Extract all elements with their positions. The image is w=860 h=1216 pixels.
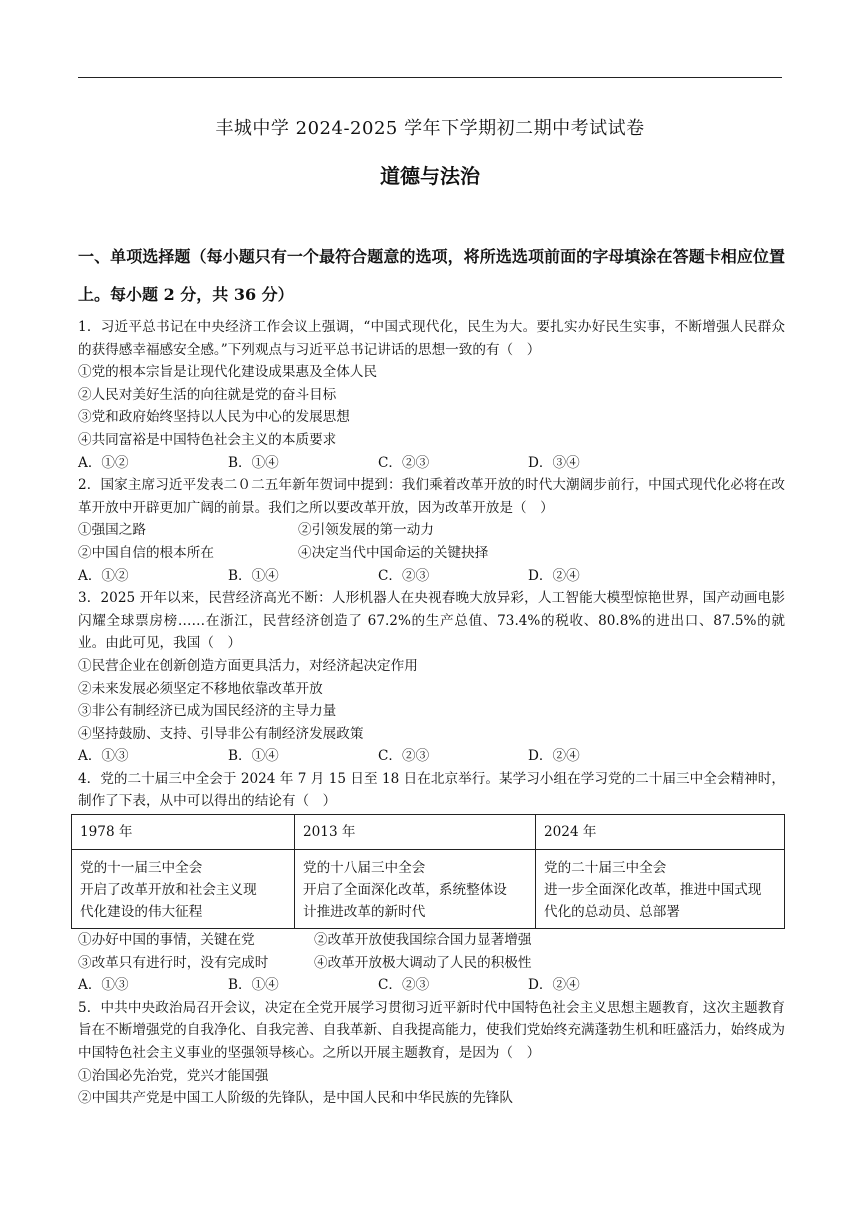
statement-item: ②引领发展的第一动力 [298, 522, 434, 539]
option-c[interactable]: C．②③ [378, 977, 430, 994]
table-header-cell: 2024 年 [536, 815, 785, 850]
exam-title: 丰城中学 2024-2025 学年下学期初二期中考试试卷 [215, 118, 645, 139]
option-a[interactable]: A．①③ [78, 748, 129, 765]
answer-options [78, 974, 785, 997]
option-c[interactable]: C．②③ [378, 454, 430, 471]
question-stem: 5．中共中央政治局召开会议，决定在全党开展学习贯彻习近平新时代中国特色社会主义思想主题教育，这次主题教育旨在不断增强党的自我净化、自我完善、自我革新、自我提高能力，使我们党始终充满蓬勃生机和旺盛活力，始终成为中国特色社会主义事业的坚强领导核心。之所以开展主题教育，是因为（ ） [78, 999, 785, 1062]
statement-item: ②中国共产党是中国工人阶级的先锋队，是中国人民和中华民族的先锋队 [78, 1090, 513, 1107]
table-cell: 党的二十届三中全会 进一步全面深化改革，推进中国式现 代化的总动员、总部署 [536, 850, 785, 929]
question-3 [78, 587, 785, 768]
table-cell: 党的十八届三中全会 开启了全面深化改革，系统整体设 计推进改革的新时代 [295, 850, 536, 929]
option-c[interactable]: C．②③ [378, 567, 430, 584]
question-5 [78, 997, 785, 1110]
option-a[interactable]: A．①③ [78, 977, 129, 994]
option-a[interactable]: A．①② [78, 454, 129, 471]
statement-item: ①办好中国的事情，关键在党 [78, 932, 255, 949]
option-d[interactable]: D．②④ [528, 567, 580, 584]
statement-item: ②人民对美好生活的向往就是党的奋斗目标 [78, 386, 337, 403]
table-header-cell: 1978 年 [72, 815, 295, 850]
statement-item: ①治国必先治党，党兴才能国强 [78, 1067, 269, 1084]
answer-options [78, 565, 785, 588]
option-b[interactable]: B．①④ [228, 748, 279, 765]
subject-title: 道德与法治 [380, 164, 480, 188]
statement-item: ①民营企业在创新创造方面更具活力，对经济起决定作用 [78, 657, 418, 674]
statement-item: ②改革开放使我国综合国力显著增强 [314, 932, 532, 949]
statement-item: ③党和政府始终坚持以人民为中心的发展思想 [78, 409, 350, 426]
statement-item: ③改革只有进行时，没有完成时 [78, 954, 269, 971]
option-d[interactable]: D．②④ [528, 977, 580, 994]
statement-row [78, 929, 785, 952]
option-b[interactable]: B．①④ [228, 567, 279, 584]
question-1 [78, 316, 785, 474]
question-2 [78, 474, 785, 587]
header-rule [78, 77, 782, 78]
statement-item: ④共同富裕是中国特色社会主义的本质要求 [78, 431, 337, 448]
answer-options [78, 745, 785, 768]
section-heading: 一、单项选择题（每小题只有一个最符合题意的选项，将所选选项前面的字母填涂在答题卡相应位置上。每小题 2 分，共 36 分） [78, 247, 785, 304]
statement-item: ③非公有制经济已成为国民经济的主导力量 [78, 703, 337, 720]
answer-options [78, 452, 785, 475]
option-c[interactable]: C．②③ [378, 748, 430, 765]
table-header-cell: 2013 年 [295, 815, 536, 850]
statement-item: ④坚持鼓励、支持、引导非公有制经济发展政策 [78, 725, 364, 742]
option-d[interactable]: D．③④ [528, 454, 580, 471]
exam-content [78, 238, 785, 1110]
statement-item: ①强国之路 [78, 522, 146, 539]
statement-item: ②未来发展必须坚定不移地依靠改革开放 [78, 680, 323, 697]
question-stem: 2．国家主席习近平发表二０二五年新年贺词中提到：我们乘着改革开放的时代大潮阔步前行，中国式现代化必将在改革开放中开辟更加广阔的前景。我们之所以要改革开放，因为改革开放是（ ） [78, 477, 785, 516]
question-stem: 1．习近平总书记在中央经济工作会议上强调，“中国式现代化，民生为大。要扎实办好民生实事，不断增强人民群众的获得感幸福感安全感。”下列观点与习近平总书记讲话的思想一致的有（ ） [78, 319, 785, 358]
question-stem: 4．党的二十届三中全会于 2024 年 7 月 15 日至 18 日在北京举行。某学习小组在学习党的二十届三中全会精神时，制作了下表，从中可以得出的结论有（ ） [78, 770, 785, 810]
statement-item: ②中国自信的根本所在 [78, 544, 214, 561]
option-a[interactable]: A．①② [78, 567, 129, 584]
statement-item: ④决定当代中国命运的关键抉择 [298, 544, 489, 561]
statement-row [78, 542, 785, 565]
statement-row [78, 519, 785, 542]
option-d[interactable]: D．②④ [528, 748, 580, 765]
statement-row [78, 952, 785, 975]
reform-table [71, 814, 785, 929]
table-cell: 党的十一届三中全会 开启了改革开放和社会主义现 代化建设的伟大征程 [72, 850, 295, 929]
statement-item: ④改革开放极大调动了人民的积极性 [314, 954, 532, 971]
option-b[interactable]: B．①④ [228, 977, 279, 994]
option-b[interactable]: B．①④ [228, 454, 279, 471]
question-stem: 3．2025 开年以来，民营经济高光不断：人形机器人在央视春晚大放异彩，人工智能大模型惊艳世界，国产动画电影闪耀全球票房榜……在浙江，民营经济创造了 67.2%的生产总值、73.4%的税收、80.8%的进出口、87.5%的就业。由此可见，我国（ ） [78, 590, 785, 652]
statement-item: ①党的根本宗旨是让现代化建设成果惠及全体人民 [78, 364, 378, 381]
question-4 [78, 768, 785, 997]
